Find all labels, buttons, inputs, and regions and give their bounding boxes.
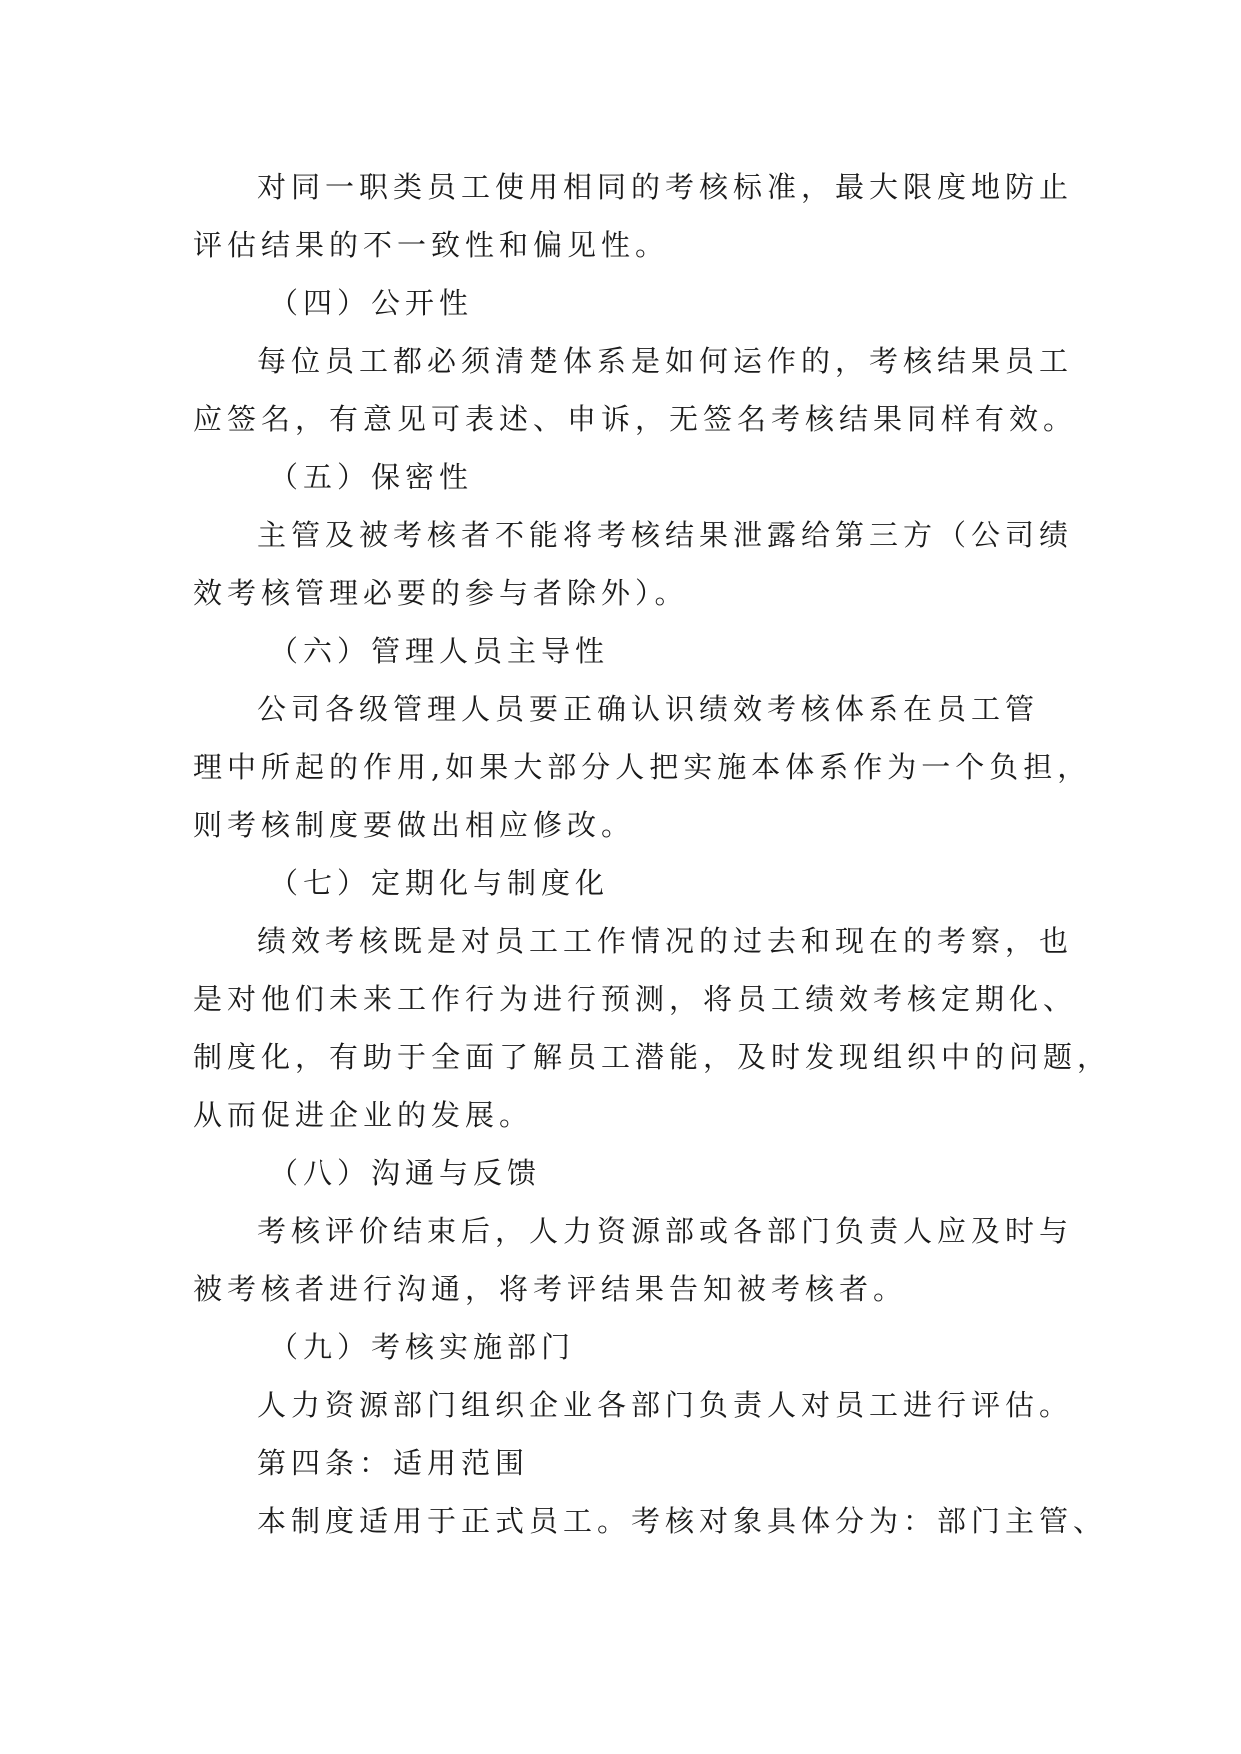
paragraph-line: 本制度适用于正式员工。考核对象具体分为：部门主管、 bbox=[257, 1504, 1108, 1538]
section-heading: （七）定期化与制度化 bbox=[269, 866, 610, 900]
paragraph-line: 每位员工都必须清楚体系是如何运作的，考核结果员工 bbox=[257, 344, 1074, 378]
paragraph-line: 则考核制度要做出相应修改。 bbox=[193, 808, 636, 842]
paragraph-line: 第四条：适用范围 bbox=[257, 1446, 530, 1480]
paragraph-line: 公司各级管理人员要正确认识绩效考核体系在员工管 bbox=[257, 692, 1040, 726]
paragraph-line: 对同一职类员工使用相同的考核标准，最大限度地防止 bbox=[257, 170, 1074, 204]
paragraph-line: 考核评价结束后，人力资源部或各部门负责人应及时与 bbox=[257, 1214, 1074, 1248]
section-heading: （四）公开性 bbox=[269, 286, 474, 320]
paragraph-line: 效考核管理必要的参与者除外）。 bbox=[193, 576, 689, 610]
section-heading: （八）沟通与反馈 bbox=[269, 1156, 542, 1190]
section-heading: （九）考核实施部门 bbox=[269, 1330, 576, 1364]
paragraph-line: 绩效考核既是对员工工作情况的过去和现在的考察，也 bbox=[257, 924, 1074, 958]
section-heading: （五）保密性 bbox=[269, 460, 474, 494]
paragraph-line: 主管及被考核者不能将考核结果泄露给第三方（公司绩 bbox=[257, 518, 1074, 552]
paragraph-line: 制度化，有助于全面了解员工潜能，及时发现组织中的问题， bbox=[193, 1040, 1112, 1074]
paragraph-line: 评估结果的不一致性和偏见性。 bbox=[193, 228, 670, 262]
paragraph-line: 应签名，有意见可表述、申诉，无签名考核结果同样有效。 bbox=[193, 402, 1078, 436]
paragraph-line: 理中所起的作用,如果大部分人把实施本体系作为一个负担， bbox=[193, 750, 1092, 784]
section-heading: （六）管理人员主导性 bbox=[269, 634, 610, 668]
paragraph-line: 是对他们未来工作行为进行预测，将员工绩效考核定期化、 bbox=[193, 982, 1078, 1016]
paragraph-line: 被考核者进行沟通，将考评结果告知被考核者。 bbox=[193, 1272, 908, 1306]
paragraph-line: 人力资源部门组织企业各部门负责人对员工进行评估。 bbox=[257, 1388, 1074, 1422]
document-body bbox=[193, 158, 1112, 1550]
paragraph-line: 从而促进企业的发展。 bbox=[193, 1098, 534, 1132]
